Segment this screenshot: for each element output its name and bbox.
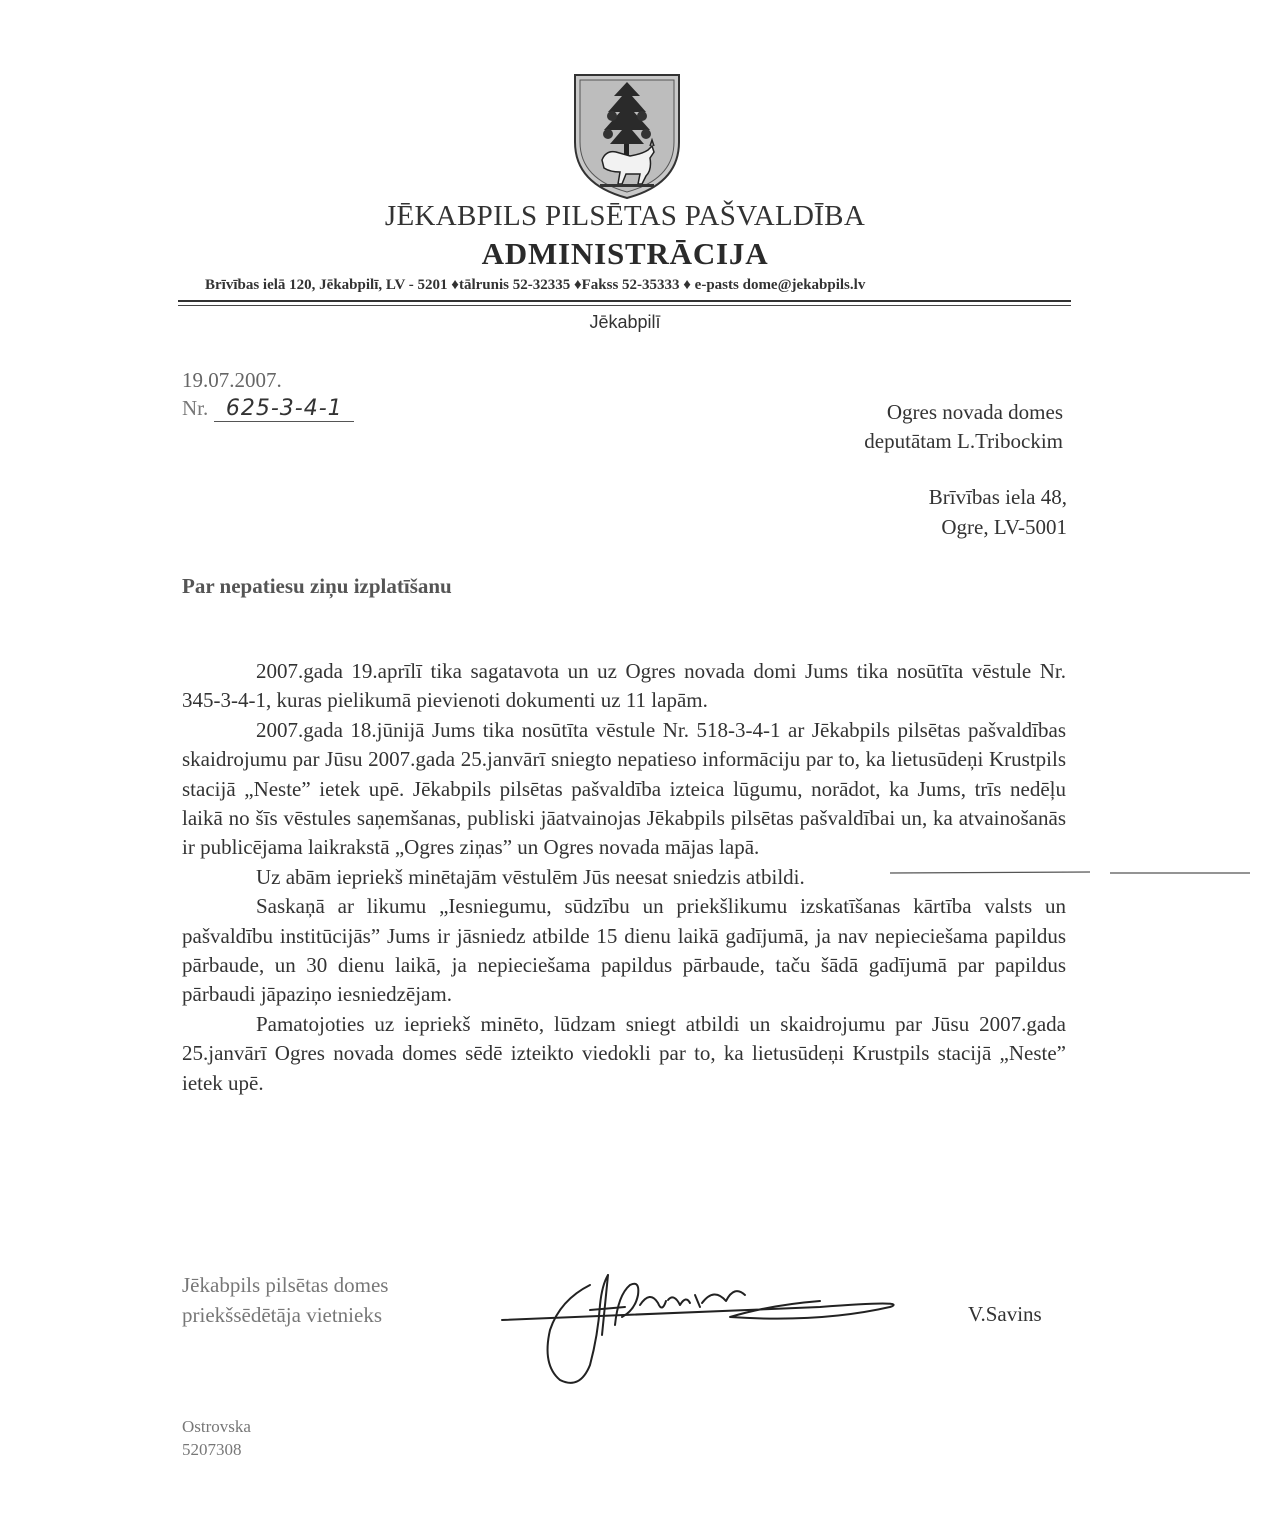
signatory-title-line-1: Jēkabpils pilsētas domes: [182, 1273, 389, 1297]
letter-body: [182, 657, 1066, 1098]
recipient-block: [864, 398, 1063, 456]
reference-number-row: [182, 396, 354, 422]
body-paragraph-4: Saskaņā ar likumu „Iesniegumu, sūdzību un priekšlikumu izskatīšanas kārtība valsts un pašvaldību institūcijās” Jums ir jāsniedz atbilde 15 dienu laikā gadījumā, ja nav nepieciešama papildus pārbaude, un 30 dienu laikā, ja nepieciešama papildus pārbaude, taču šādā gadījumā par papildus pārbaudi jāpaziņo iesniedzējam.: [182, 894, 1066, 1007]
letterhead-rule: [178, 300, 1071, 302]
preparer-info: [182, 1415, 251, 1461]
letter-date: 19.07.2007.: [182, 368, 282, 392]
coat-of-arms-icon: [572, 72, 682, 200]
organization-name: JĒKABPILS PILSĒTAS PAŠVALDĪBA: [384, 200, 866, 232]
signer-name: V.Savins: [968, 1302, 1042, 1326]
body-paragraph-5: Pamatojoties uz iepriekš minēto, lūdzam sniegt atbildi un skaidrojumu par Jūsu 2007.gada 25.janvārī Ogres novada domes sēdē izteikto viedokli par to, ka lietusūdeņi Krustpils stacijā „Neste” ietek upē.: [182, 1011, 1066, 1095]
recipient-address: [929, 482, 1067, 542]
recipient-line-2: deputātam L.Tribockim: [864, 429, 1063, 453]
body-paragraph-1: 2007.gada 19.aprīlī tika sagatavota un uz Ogres novada domi Jums tika nosūtīta vēstule Nr. 345-3-4-1, kuras pielikumā pievienoti dokumenti uz 11 lapām.: [182, 659, 1066, 713]
signatory-title: [182, 1270, 388, 1330]
letter-subject: Par nepatiesu ziņu izplatīšanu: [182, 574, 452, 598]
body-paragraph-2: 2007.gada 18.jūnijā Jums tika nosūtīta vēstule Nr. 518-3-4-1 ar Jēkabpils pilsētas pašvaldības skaidrojumu par Jūsu 2007.gada 25.janvārī sniegto nepatieso informāciju par to, ka lietusūdeņi Krustpils stacijā „Neste” ietek upē. Jēkabpils pilsētas pašvaldība izteica lūgumu, norādot, ka Jums, trīs nedēļu laikā no šīs vēstules saņemšanas, publiski jāatvainojas Jēkabpils pilsētas pašvaldībai un, ka atvainošanās ir publicējama laikrakstā „Ogres ziņas” un Ogres novada mājas lapā.: [182, 717, 1066, 860]
reference-number-handwritten: 625-3-4-1: [214, 396, 354, 422]
preparer-phone: 5207308: [182, 1440, 242, 1459]
letterhead-contacts: Brīvības ielā 120, Jēkabpilī, LV - 5201 ♦tālrunis 52-32335 ♦Fakss 52-35333 ♦ e-pasts dome@jekabpils.lv: [205, 277, 866, 293]
department-name: ADMINISTRĀCIJA: [481, 236, 769, 271]
letter-city: Jēkabpilī: [589, 312, 661, 332]
signatory-title-line-2: priekšsēdētāja vietnieks: [182, 1303, 383, 1327]
address-line-1: Brīvības iela 48,: [928, 485, 1067, 509]
body-paragraph-3: Uz abām iepriekš minētajām vēstulēm Jūs neesat sniedzis atbildi.: [256, 864, 805, 889]
reference-number-label: Nr.: [182, 396, 209, 420]
recipient-line-1: Ogres novada domes: [886, 400, 1063, 424]
handwritten-signature: [490, 1255, 910, 1395]
letterhead-rule-thin: [178, 305, 1071, 306]
address-line-2: Ogre, LV-5001: [941, 515, 1067, 539]
preparer-name: Ostrovska: [182, 1417, 251, 1436]
scan-artifact-line: [890, 869, 1250, 877]
